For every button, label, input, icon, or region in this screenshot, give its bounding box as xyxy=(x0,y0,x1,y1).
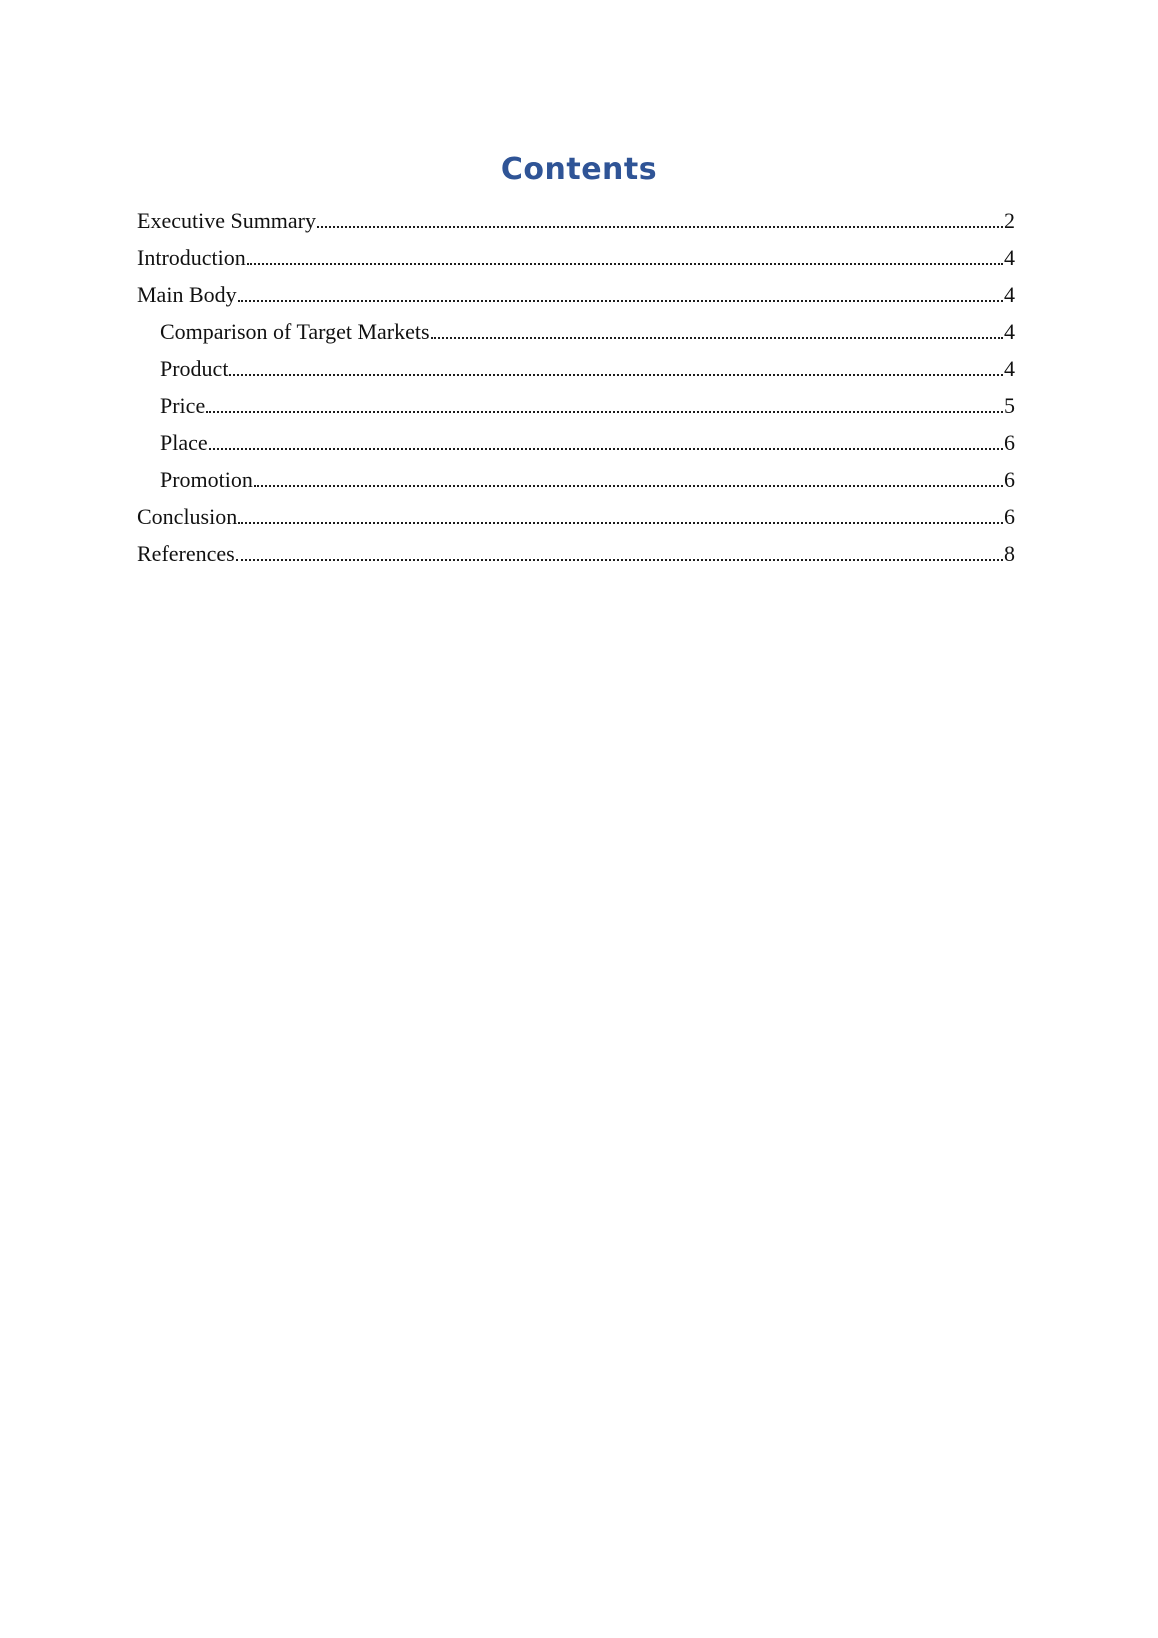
toc-entry xyxy=(137,531,1015,568)
toc-page-number: 6 xyxy=(1004,504,1015,529)
toc-entry xyxy=(137,309,1015,346)
toc-entry-label: Promotion xyxy=(160,467,253,492)
toc-entry xyxy=(137,494,1015,531)
toc-entry-label: Place xyxy=(160,430,208,455)
toc-leader-dots xyxy=(431,337,1003,339)
toc-page-number: 5 xyxy=(1004,393,1015,418)
toc-entry-label: Introduction xyxy=(137,245,246,270)
toc-leader-dots xyxy=(247,263,1003,265)
toc-entry-label: Executive Summary xyxy=(137,208,317,233)
toc-leader-dots xyxy=(206,411,1003,413)
toc-page-number: 4 xyxy=(1004,319,1015,344)
toc-leader-dots xyxy=(238,300,1003,302)
toc-page-number: 6 xyxy=(1004,430,1015,455)
toc-entry xyxy=(137,420,1015,457)
toc-page-number: 4 xyxy=(1004,282,1015,307)
toc-page-number: 6 xyxy=(1004,467,1015,492)
toc-page-number: 8 xyxy=(1004,541,1015,566)
toc-entry xyxy=(137,457,1015,494)
toc-leader-dots xyxy=(236,559,1003,561)
toc-entry xyxy=(137,235,1015,272)
toc-entry xyxy=(137,383,1015,420)
toc-leader-dots xyxy=(238,522,1003,524)
toc-entry-label: Main Body xyxy=(137,282,237,307)
toc-leader-dots xyxy=(317,226,1003,228)
toc-entry-label: Conclusion xyxy=(137,504,238,529)
contents-title: Contents xyxy=(500,152,658,187)
table-of-contents xyxy=(137,198,1015,568)
toc-entry-label: References xyxy=(137,541,235,566)
toc-entry xyxy=(137,346,1015,383)
toc-page-number: 2 xyxy=(1004,208,1015,233)
toc-entry-label: Price xyxy=(160,393,206,418)
toc-page-number: 4 xyxy=(1004,245,1015,270)
toc-entry xyxy=(137,272,1015,309)
toc-entry-label: Comparison of Target Markets xyxy=(160,319,430,344)
toc-leader-dots xyxy=(229,374,1003,376)
toc-entry-label: Product xyxy=(160,356,229,381)
toc-leader-dots xyxy=(254,485,1003,487)
toc-page-number: 4 xyxy=(1004,356,1015,381)
toc-leader-dots xyxy=(209,448,1003,450)
toc-entry xyxy=(137,198,1015,235)
